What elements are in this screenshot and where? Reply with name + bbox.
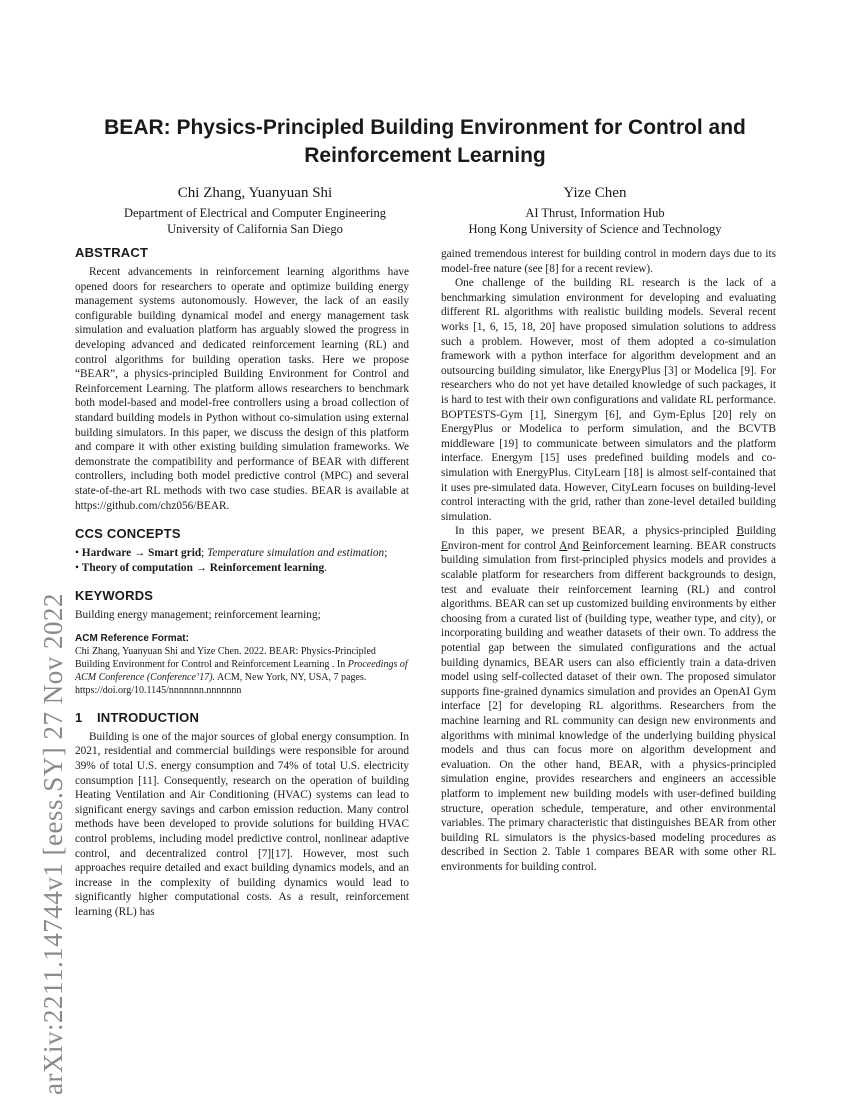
author-affiliation: AI Thrust, Information Hub <box>525 206 665 220</box>
text-run: nd <box>567 539 583 552</box>
author-block-right <box>445 183 745 237</box>
ccs-concept: • Hardware → Smart grid; Temperature simulation and estimation; <box>75 547 388 560</box>
acronym-letter: B <box>736 525 744 538</box>
acm-reference-part: Chi Zhang, Yuanyuan Shi and Yize Chen. 2022. BEAR: Physics-Principled Building Environment for Control and Reinforcement Learning . In <box>75 645 376 670</box>
acronym-letter: R <box>582 539 590 552</box>
ccs-concept-sub: Temperature simulation and estimation <box>207 547 385 560</box>
author-affiliation: Department of Electrical and Computer Engineering <box>123 206 387 220</box>
author-affiliation: Hong Kong University of Science and Technology <box>468 222 722 236</box>
abstract-heading: ABSTRACT <box>75 245 149 260</box>
author-names: Yize Chen <box>563 185 627 201</box>
text-run: einforcement learning. BEAR constructs building simulation from first-principled physics models and provides a scalable platform for researchers from different backgrounds to design, test and evaluate their reinforcement learning (RL) and control algorithms. BEAR can set up customized building environments by either choosing from a curated list of (building type, weather type, and city), or incorporating building and weather datasets of their own. To address the potential gap between the simulated configurations and the actual building dynamics, BEAR users can also efficiently train a data-driven model using self-collected dataset of their own. The proposed simulator supports fine-grained dynamics simulation and provides an OpenAI Gym interface [2] for developing RL algorithms. Researchers from the machine learning and RL community can design new environments and algorithms with minimal knowledge of the underlying building physical models and thus can focus more on algorithm development and evaluation. On the other hand, BEAR, with a physics-principled simulation engine, provides researchers and engineers an accessible platform to implement new building models with user-defined building structure, operation schedule, temperature, and other environmental variables. The primary characteristic that distinguishes BEAR from other building RL simulators is the physics-based modeling procedures as described in Section 2. Table 1 compares BEAR with some other RL environments for building control. <box>441 539 777 873</box>
right-column <box>441 247 776 875</box>
section-number: 1 <box>75 709 83 725</box>
acm-reference-heading: ACM Reference Format: <box>75 632 189 644</box>
ccs-concept-main: Theory of computation → Reinforcement learning <box>81 561 325 574</box>
acronym-letter: E <box>441 539 448 552</box>
acm-reference-part: ACM, New York, NY, USA, 7 pages. https://doi.org/10.1145/nnnnnnn.nnnnnnn <box>75 671 367 696</box>
text-run: nviron-ment for control <box>447 539 560 552</box>
paper-title: BEAR: Physics-Principled Building Environment for Control and Reinforcement Learning <box>104 116 746 167</box>
section-title: INTRODUCTION <box>97 709 200 725</box>
intro-paragraph: Building is one of the major sources of global energy consumption. In 2021, residential and commercial buildings were responsible for around 39% of total U.S. energy consumption and 74% of total U.S. electricity consumption [11]. Consequently, research on the operation of building Heating Ventilation and Air Conditioning (HVAC) systems can lead to significant energy savings and carbon emission reduction. Many control methods have been developed to provide solutions for building HVAC control problems, including model predictive control, nonlinear adaptive control, and decentralized control [7][17]. However, most such approaches require detailed and exact building dynamics models, and an increase in the complexity of building dynamics would lead to significantly higher computational costs. As a result, reinforcement learning (RL) has <box>75 730 409 918</box>
keywords-heading: KEYWORDS <box>75 588 154 604</box>
author-block-left <box>80 183 430 237</box>
abstract-text: Recent advancements in reinforcement learning algorithms have opened doors for researchers to operate and optimize building energy management systems autonomously. However, the lack of an easily configurable building dynamical model and energy management task simulation and evaluation platform has arguably slowed the progress in developing advanced and dedicated reinforcement learning (RL) and control algorithms for building operation tasks. Here we propose “BEAR”, a physics-principled Building Environment for Control and Reinforcement Learning. The platform allows researchers to benchmark both model-based and model-free controllers using a broad collection of standard building models in Python without co-simulation using external building simulators. In this paper, we discuss the design of this platform and compare it with other existing building simulation frameworks. We demonstrate the compatibility and performance of BEAR with different controllers, including both model predictive control (MPC) and several state-of-the-art RL methods with two case studies. BEAR is available at https://github.com/chz056/BEAR. <box>75 266 409 512</box>
intro-paragraph: gained tremendous interest for building control in modern days due to its model-free nature (see [8] for a recent review). <box>441 248 776 275</box>
text-run: uilding <box>743 525 776 538</box>
ccs-concept: • Theory of computation → Reinforcement learning. <box>75 561 327 574</box>
acm-reference-venue: Proceedings of ACM Conference (Conference’17). <box>75 658 408 683</box>
author-affiliation: University of California San Diego <box>167 222 343 236</box>
arxiv-stamp: arXiv:2211.14744v1 [eess.SY] 27 Nov 2022 <box>38 593 68 1095</box>
ccs-concept-main: Hardware → Smart grid <box>81 547 202 560</box>
acm-reference-text <box>75 645 409 697</box>
intro-paragraph: One challenge of the building RL research is the lack of a benchmarking simulation environment for developing and evaluating different RL algorithms with realistic building models. Several recent works [1, 6, 15, 18, 20] have proposed simulation solutions to address such a problem. However, most of them adopted a co-simulation framework with a python interface for algorithm development and an outsourcing building simulator, like EnergyPlus [3] or Modelica [9]. For researchers who do not yet have detailed knowledge of such packages, it is hard to test with their own configurations and validate RL performance. BOPTESTS-Gym [1], Sinergym [6], and Gym-Eplus [20] rely on EnergyPlus or Modelica to perform simulation, and the BCVTB middleware [19] to communicate between simulators and the platform interface. Energym [15] uses predefined building models and co-simulation with EnergyPlus. CityLearn [18] is almost self-contained that it uses pre-simulated data. However, CityLearn focuses on building-level control interacting with the grid, rather than zone-level detailed building simulation. <box>441 277 776 523</box>
text-run: In this paper, we present BEAR, a physics-principled <box>455 525 737 538</box>
keywords-text: Building energy management; reinforcement learning; <box>75 609 321 622</box>
introduction-heading <box>75 710 409 726</box>
ccs-heading: CCS CONCEPTS <box>75 526 181 542</box>
intro-paragraph <box>441 524 776 874</box>
left-column <box>75 245 409 920</box>
author-names: Chi Zhang, Yuanyuan Shi <box>177 185 333 201</box>
acronym-letter: A <box>559 539 568 552</box>
